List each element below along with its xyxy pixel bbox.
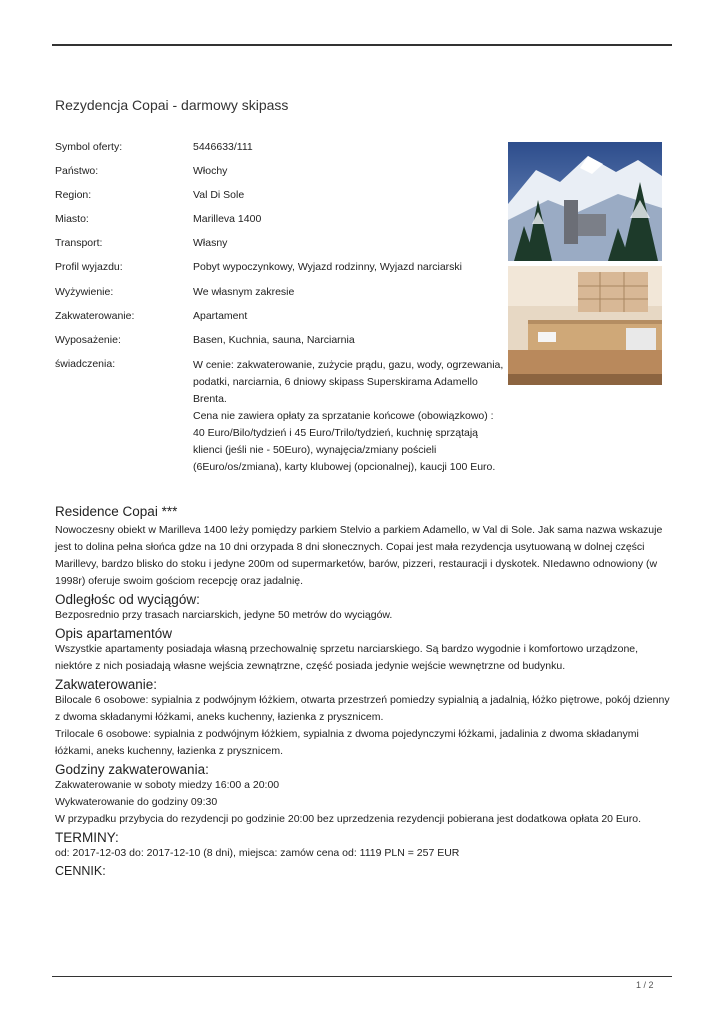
offer-value: Marilleva 1400	[193, 213, 262, 226]
paragraph: Trilocale 6 osobowe: sypialnia z podwójnym łóżkiem, sypialnia z dwoma pojedynczymi łóżkami, jadalinia z dwoma składanymi łóżkami, aneks kuchenny, łazienka z prysznicem.	[55, 728, 639, 757]
offer-label: Miasto:	[55, 213, 89, 226]
page-number: 1 / 2	[636, 980, 654, 990]
offer-row-city	[55, 212, 505, 228]
offer-label: Wyposażenie:	[55, 333, 121, 346]
mountain-resort-photo	[508, 142, 662, 261]
offer-label: Symbol oferty:	[55, 141, 123, 153]
section-text-residence	[55, 522, 675, 590]
paragraph: Bilocale 6 osobowe: sypialnia z podwójnym łóżkiem, otwarta przestrzeń pomiedzy sypialnią a jadalnią, łóżko piętrowe, pokój dzienny z dwoma składanymi łóżkami, aneks kuchenny, łazienka z prysznicem.	[55, 694, 670, 723]
paragraph: Nowoczesny obiekt w Marilleva 1400 leży pomiędzy parkiem Stelvio a parkiem Adamello, w Val di Sole. Jak sama nazwa wskazuje jest to dolina pełna słońca gdze na 10 dni orzypada 8 dni słonecznych. Copai jest mała rezydencja usytuowaną w dolnej części Marillevy, bardzo blisko do stoku i jedyne 200m od supermarketów, barów, pizzeri, restauracji i dyskotek. NIedawno odnowiony (w 1998r) oferuje swoim gościom recepcję oraz jadalnię.	[55, 524, 663, 587]
paragraph: Wykwaterowanie do godziny 09:30	[55, 796, 218, 808]
offer-row-trip-profile	[55, 260, 505, 276]
offer-value: Basen, Kuchnia, sauna, Narciarnia	[193, 333, 355, 346]
offer-value: Własny	[193, 237, 228, 250]
offer-label: Zakwaterowanie:	[55, 309, 135, 322]
page-title: Rezydencja Copai - darmowy skipass	[55, 97, 289, 113]
section-text-apartments	[55, 641, 675, 675]
offer-row-transport	[55, 236, 505, 252]
paragraph: Wszystkie apartamenty posiadaja własną przechowalnię sprzetu narciarskiego. Są bardzo wygodnie i komfortowo urządzone, niektóre z nich posiadają własne wejścia zewnątrzne, część posiada jedynie wejście wewnętrzne od budynku.	[55, 643, 639, 672]
apartment-kitchen-image	[508, 266, 662, 385]
section-title-terms: TERMINY:	[55, 830, 119, 845]
offer-label: Region:	[55, 189, 92, 202]
paragraph: Bezposrednio przy trasach narciarskich, jedyne 50 metrów do wyciągów.	[55, 609, 393, 621]
offer-label: świadczenia:	[55, 357, 116, 370]
section-title-distance: Odległośc od wyciągów:	[55, 592, 200, 607]
offer-value: Val Di Sole	[193, 189, 245, 202]
offer-label: Wyżywienie:	[55, 285, 114, 298]
bottom-rule	[52, 976, 672, 977]
offer-row-equipment	[55, 333, 505, 349]
offer-row-country	[55, 164, 505, 180]
offer-row-accommodation	[55, 309, 505, 325]
offer-value: Włochy	[193, 165, 228, 178]
offer-value: 5446633/111	[193, 141, 253, 153]
mountain-resort-image	[508, 142, 662, 261]
offer-row-board	[55, 285, 505, 301]
paragraph: od: 2017-12-03 do: 2017-12-10 (8 dni), miejsca: zamów cena od: 1119 PLN = 257 EUR	[55, 847, 460, 859]
offer-row-symbol	[55, 140, 505, 156]
section-title-accommodation: Zakwaterowanie:	[55, 677, 158, 692]
section-title-hours: Godziny zakwaterowania:	[55, 762, 209, 777]
paragraph: W przypadku przybycia do rezydencji po godzinie 20:00 bez uprzedzenia rezydencji pobierana jest dodatkowa opłata 20 Euro.	[55, 813, 642, 825]
section-text-terms	[55, 845, 675, 862]
description-content	[55, 504, 675, 881]
offer-label: Transport:	[55, 237, 103, 250]
offer-details-table	[55, 140, 505, 484]
offer-value: W cenie: zakwaterowanie, zużycie prądu, gazu, wody, ogrzewania, podatki, narciarnia, 6 dniowy skipass Superskirama Adamello Brenta. Cena nie zawiera opłaty za sprzatanie końcowe (obowiązkowo) : 40 Euro/Bilo/tydzień i 45 Euro/Trilo/tydzień, kuchnię sprzątają klienci (jeśli nie - 50Euro), wynajęcia/zmiany pościeli (6Euro/os/zmiana), karty klubowej (opcionalnej), kaucji 100 Euro.	[193, 358, 504, 473]
section-text-hours	[55, 777, 675, 828]
offer-value: Pobyt wypoczynkowy, Wyjazd rodzinny, Wyjazd narciarski	[193, 261, 463, 274]
section-title-prices: CENNIK:	[55, 864, 106, 878]
offer-label: Profil wyjazdu:	[55, 261, 123, 274]
offer-label: Państwo:	[55, 165, 99, 178]
paragraph: Zakwaterowanie w soboty miedzy 16:00 a 20:00	[55, 779, 280, 791]
section-title-apartments: Opis apartamentów	[55, 626, 173, 641]
top-rule	[52, 44, 672, 46]
section-text-distance	[55, 607, 675, 624]
offer-value: Apartament	[193, 309, 248, 322]
section-title-residence: Residence Copai ***	[55, 504, 178, 519]
section-text-accommodation	[55, 692, 675, 760]
offer-row-services	[55, 357, 505, 476]
offer-value: We własnym zakresie	[193, 285, 295, 298]
offer-row-region	[55, 188, 505, 204]
apartment-kitchen-photo	[508, 266, 662, 385]
